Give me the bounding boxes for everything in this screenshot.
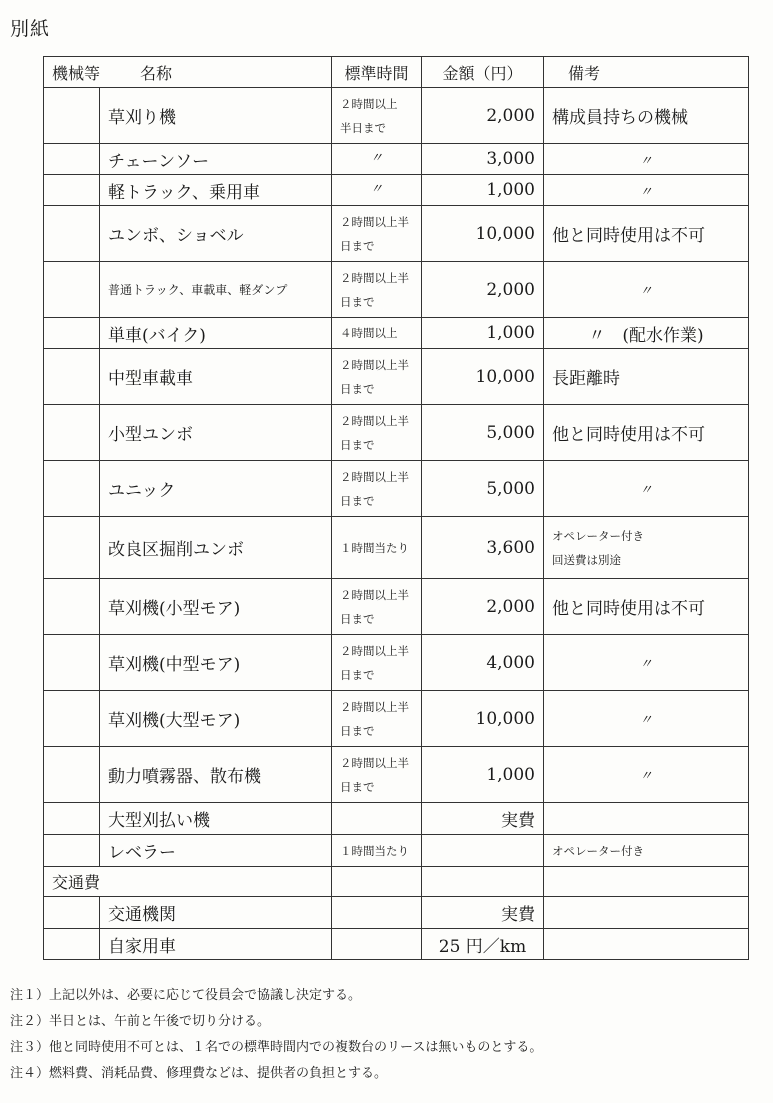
amount: 25 円／km xyxy=(422,929,544,960)
amount: 1,000 xyxy=(422,175,544,206)
category-cell xyxy=(44,897,100,929)
category-cell xyxy=(44,517,100,579)
standard-time xyxy=(332,691,422,747)
table-row xyxy=(44,405,749,461)
standard-time-line2: 日まで xyxy=(340,493,375,508)
remarks: 長距離時 xyxy=(544,349,749,405)
standard-time-line1: ２時間以上半 xyxy=(340,755,409,770)
category-cell xyxy=(44,262,100,318)
remarks-line1: オペレーター付き xyxy=(552,528,644,543)
remarks xyxy=(544,517,749,579)
standard-time xyxy=(332,803,422,835)
amount: 10,000 xyxy=(422,691,544,747)
table-row xyxy=(44,635,749,691)
empty-cell xyxy=(544,867,749,897)
amount: 3,000 xyxy=(422,144,544,175)
table-row xyxy=(44,929,749,960)
footnote: 注３）他と同時使用不可とは、１名での標準時間内での複数台のリースは無いものとする。 xyxy=(10,1040,543,1055)
category-cell xyxy=(44,691,100,747)
category-name-header xyxy=(44,57,332,88)
standard-time xyxy=(332,88,422,144)
standard-time xyxy=(332,929,422,960)
remarks: 他と同時使用は不可 xyxy=(544,405,749,461)
table-row xyxy=(44,461,749,517)
category-cell xyxy=(44,579,100,635)
amount: 5,000 xyxy=(422,461,544,517)
standard-time-line2: 日まで xyxy=(340,779,375,794)
standard-time: １時間当たり xyxy=(332,517,422,579)
remarks: 〃 xyxy=(544,747,749,803)
transport-name: 交通機関 xyxy=(100,897,332,929)
machine-name: チェーンソー xyxy=(100,144,332,175)
standard-time xyxy=(332,461,422,517)
name-header: 名称 xyxy=(140,63,173,83)
standard-time-line1: ２時間以上半 xyxy=(340,699,409,714)
standard-time-line1: ２時間以上半 xyxy=(340,469,409,484)
standard-time-line2: 日まで xyxy=(340,238,375,253)
standard-time-line1: ２時間以上半 xyxy=(340,214,409,229)
standard-time xyxy=(332,897,422,929)
transport-section-row xyxy=(44,867,749,897)
standard-time: 〃 xyxy=(332,175,422,206)
footnote: 注２）半日とは、午前と午後で切り分ける。 xyxy=(10,1014,271,1029)
amount xyxy=(422,835,544,867)
machine-name: 動力噴霧器、散布機 xyxy=(100,747,332,803)
category-cell xyxy=(44,349,100,405)
machine-name: ユニック xyxy=(100,461,332,517)
standard-time: １時間当たり xyxy=(332,835,422,867)
amount: 4,000 xyxy=(422,635,544,691)
machine-name: 中型車載車 xyxy=(100,349,332,405)
table-row xyxy=(44,803,749,835)
amount: 2,000 xyxy=(422,262,544,318)
standard-time-header: 標準時間 xyxy=(332,57,422,88)
standard-time: ４時間以上 xyxy=(332,318,422,349)
machine-name: 草刈機(大型モア) xyxy=(100,691,332,747)
remarks: 〃 xyxy=(544,262,749,318)
standard-time-line2: 日まで xyxy=(340,381,375,396)
machine-name: レベラー xyxy=(100,835,332,867)
remarks: 〃 xyxy=(544,635,749,691)
category-cell xyxy=(44,835,100,867)
table-row xyxy=(44,262,749,318)
table-header-row xyxy=(44,57,749,88)
category-cell xyxy=(44,929,100,960)
table-row xyxy=(44,206,749,262)
machine-name: 改良区掘削ユンボ xyxy=(100,517,332,579)
standard-time-line2: 日まで xyxy=(340,723,375,738)
footnotes xyxy=(10,983,765,1087)
remarks: 他と同時使用は不可 xyxy=(544,579,749,635)
footnote: 注１）上記以外は、必要に応じて役員会で協議し決定する。 xyxy=(10,988,362,1003)
amount: 1,000 xyxy=(422,318,544,349)
standard-time-line2: 日まで xyxy=(340,294,375,309)
table-row xyxy=(44,144,749,175)
table-row xyxy=(44,88,749,144)
amount: 5,000 xyxy=(422,405,544,461)
machine-name: 大型刈払い機 xyxy=(100,803,332,835)
empty-cell xyxy=(422,867,544,897)
table-row xyxy=(44,349,749,405)
remarks xyxy=(544,897,749,929)
amount: 実費 xyxy=(422,803,544,835)
standard-time-line1: ２時間以上半 xyxy=(340,413,409,428)
remarks: 〃 xyxy=(544,144,749,175)
machine-name: ユンボ、ショベル xyxy=(100,206,332,262)
standard-time-line1: ２時間以上半 xyxy=(340,357,409,372)
transport-name: 自家用車 xyxy=(100,929,332,960)
standard-time xyxy=(332,747,422,803)
standard-time-line2: 日まで xyxy=(340,667,375,682)
remarks: 他と同時使用は不可 xyxy=(544,206,749,262)
machine-name: 単車(バイク) xyxy=(100,318,332,349)
table-row xyxy=(44,747,749,803)
table-row xyxy=(44,835,749,867)
empty-cell xyxy=(332,867,422,897)
standard-time xyxy=(332,349,422,405)
remarks: 〃 xyxy=(544,461,749,517)
amount-header: 金額（円） xyxy=(422,57,544,88)
table-row xyxy=(44,579,749,635)
amount: 2,000 xyxy=(422,88,544,144)
machine-name: 小型ユンボ xyxy=(100,405,332,461)
category-cell xyxy=(44,461,100,517)
remarks-header: 備考 xyxy=(544,57,749,88)
amount: 実費 xyxy=(422,897,544,929)
equipment-rate-table xyxy=(43,56,749,960)
category-cell xyxy=(44,803,100,835)
remarks-line2: 回送費は別途 xyxy=(552,552,621,567)
table-row xyxy=(44,691,749,747)
standard-time xyxy=(332,262,422,318)
machine-name: 軽トラック、乗用車 xyxy=(100,175,332,206)
transport-section-label: 交通費 xyxy=(44,867,332,897)
attachment-label: 別紙 xyxy=(10,18,51,40)
table-row xyxy=(44,517,749,579)
standard-time: 〃 xyxy=(332,144,422,175)
amount: 1,000 xyxy=(422,747,544,803)
remarks: 〃 xyxy=(544,691,749,747)
category-cell xyxy=(44,175,100,206)
amount: 10,000 xyxy=(422,206,544,262)
standard-time-line2: 日まで xyxy=(340,437,375,452)
standard-time xyxy=(332,206,422,262)
category-cell xyxy=(44,144,100,175)
category-cell xyxy=(44,747,100,803)
standard-time xyxy=(332,405,422,461)
footnote: 注４）燃料費、消耗品費、修理費などは、提供者の負担とする。 xyxy=(10,1066,388,1081)
machine-name: 草刈機(中型モア) xyxy=(100,635,332,691)
amount: 2,000 xyxy=(422,579,544,635)
remarks xyxy=(544,803,749,835)
standard-time-line1: ２時間以上半 xyxy=(340,643,409,658)
standard-time-line2: 日まで xyxy=(340,611,375,626)
category-cell xyxy=(44,88,100,144)
category-cell xyxy=(44,635,100,691)
amount: 10,000 xyxy=(422,349,544,405)
table-row xyxy=(44,318,749,349)
table-row xyxy=(44,897,749,929)
category-cell xyxy=(44,405,100,461)
table-row xyxy=(44,175,749,206)
standard-time-line1: ２時間以上 xyxy=(340,96,398,111)
remarks xyxy=(544,929,749,960)
category-header: 機械等 xyxy=(52,63,101,83)
category-cell xyxy=(44,206,100,262)
standard-time xyxy=(332,635,422,691)
standard-time-line1: ２時間以上半 xyxy=(340,587,409,602)
remarks: 〃 (配水作業) xyxy=(544,318,749,349)
standard-time-line1: ２時間以上半 xyxy=(340,270,409,285)
machine-name: 草刈り機 xyxy=(100,88,332,144)
standard-time-line2: 半日まで xyxy=(340,120,386,135)
machine-name: 草刈機(小型モア) xyxy=(100,579,332,635)
standard-time xyxy=(332,579,422,635)
remarks: 〃 xyxy=(544,175,749,206)
category-cell xyxy=(44,318,100,349)
machine-name: 普通トラック、車載車、軽ダンプ xyxy=(100,262,332,318)
remarks: 構成員持ちの機械 xyxy=(544,88,749,144)
remarks: オペレーター付き xyxy=(544,835,749,867)
amount: 3,600 xyxy=(422,517,544,579)
